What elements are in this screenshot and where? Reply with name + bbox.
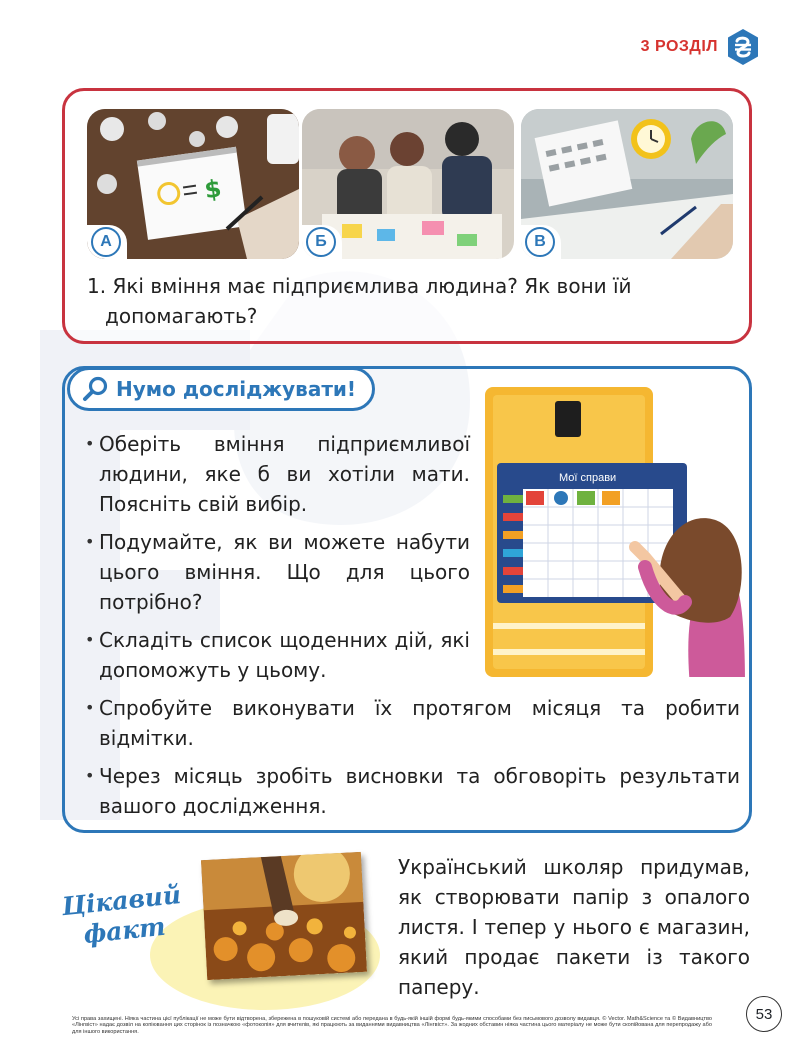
question-line-2: допомагають? [105,304,258,328]
photo-planning [521,109,733,259]
fact-leaves-photo [201,852,367,980]
photo-tag-b: Б [306,227,336,257]
list-item: • Подумайте, як ви можете набути цього вміння. Що для цього потрібно? [85,527,470,617]
fact-text: Український школяр придумав, як створювати папір з опалого листя. І тепер у нього є магазин, який продає пакети із такого паперу. [398,855,750,999]
fact-label: Цікавий факт [60,879,183,950]
list-item: • Спробуйте виконувати їх протягом місяця та робити відмітки. [85,693,740,753]
explore-title: Нумо досліджувати! [116,377,357,401]
question-1 [87,271,727,331]
photo-idea [87,109,299,259]
girl-planner-illustration [485,387,745,677]
question-line-1: 1. Які вміння має підприємлива людина? Як вони їй [87,274,632,298]
chapter-header [641,28,760,66]
explore-box [62,366,752,833]
list-item: • Оберіть вміння підприємливої людини, яке б ви хотіли мати. Поясніть свій вибір. [85,429,470,519]
list-item: • Складіть список щоденних дій, які допоможуть у цьому. [85,625,470,685]
page-number: 53 [746,996,782,1032]
hryvnia-icon [726,28,760,66]
photo-tag-a: А [91,227,121,257]
photo-tag-c: В [525,227,555,257]
svg-text:$: $ [202,174,224,205]
intro-box [62,88,752,344]
chapter-label: 3 РОЗДІЛ [640,38,718,55]
magnifier-icon [82,376,108,402]
list-item: • Через місяць зробіть висновки та обговоріть результати вашого дослідження. [85,761,740,821]
board-title: Мої справи [559,472,617,484]
explore-heading [67,367,375,411]
copyright-notice: Усі права захищені. Ніяка частина цієї публікації не може бути відтворена, збережена в пошуковій системі або передана в будь-якій іншій формі будь-якими способами без письмового дозволу видавця. © Vector. Math&Science та © Видавництво «Лінгвіст» надає дозвіл на копіювання цих сторінок із позначкою «фотокопія» для вчителів, які працюють за виданнями видавництва «Лінгвіст». За жодних обставин ніяка частина цього матеріалу не може бути скопійована для перепродажу або для іншого використання. [72,1016,712,1035]
photo-team [302,109,514,259]
